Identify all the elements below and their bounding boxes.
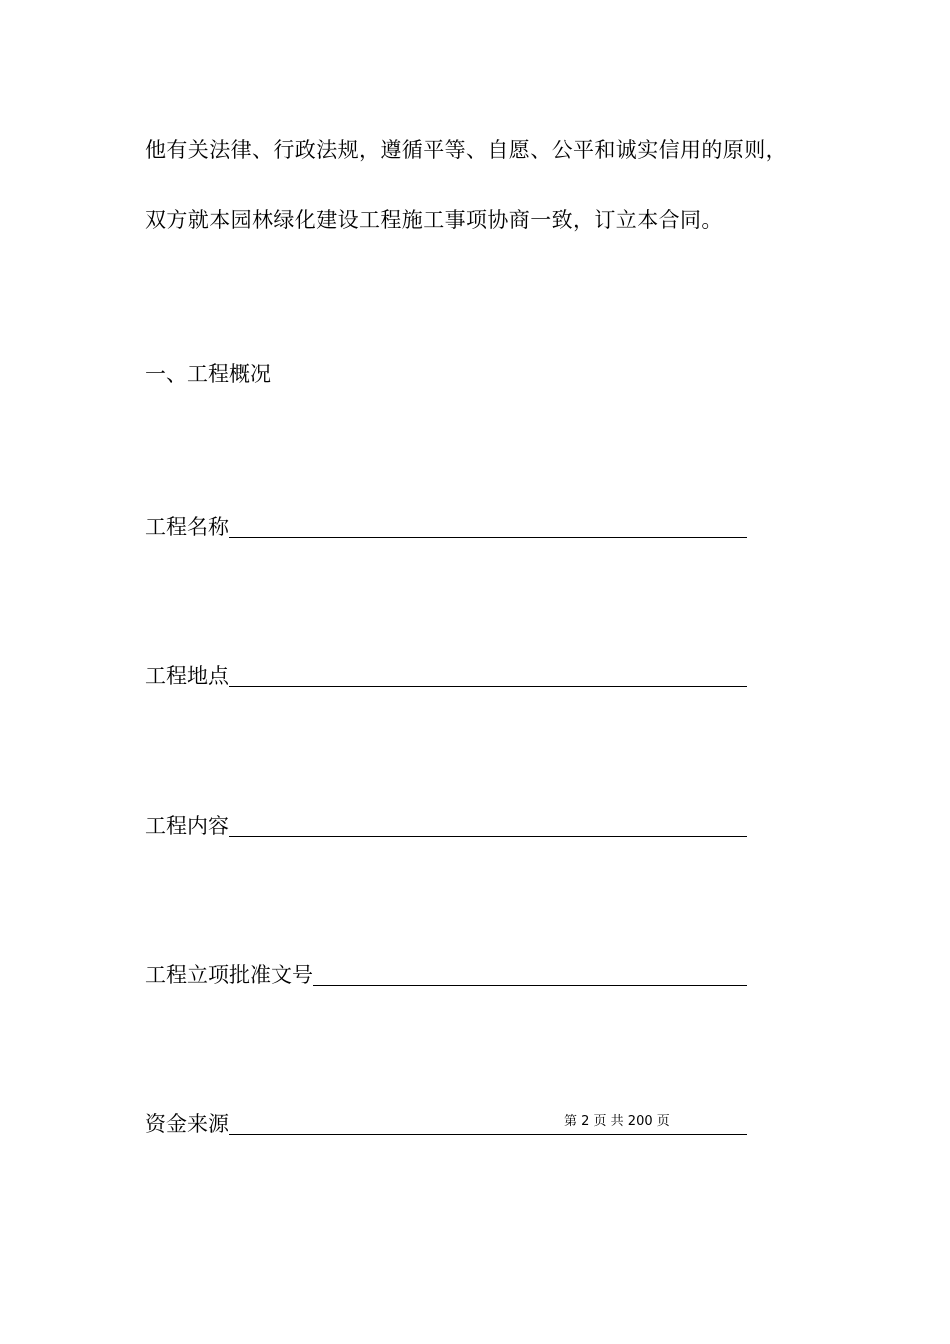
contract-paragraph-line-1: 他有关法律、行政法规，遵循平等、自愿、公平和诚实信用的原则， — [145, 138, 787, 162]
field-approval-number-label: 工程立项批准文号 — [145, 963, 313, 987]
field-approval-number-blank — [313, 959, 747, 986]
field-project-location — [145, 654, 747, 690]
field-approval-number — [145, 953, 747, 989]
field-project-name-blank — [229, 511, 747, 538]
page-number-footer: 第 2 页 共 200 页 — [564, 1114, 670, 1129]
field-project-content — [145, 804, 747, 840]
contract-paragraph-line-2: 双方就本园林绿化建设工程施工事项协商一致，订立本合同。 — [145, 208, 723, 232]
field-project-location-blank — [229, 660, 747, 687]
field-project-content-blank — [229, 810, 747, 837]
field-funding-source-label: 资金来源 — [145, 1112, 229, 1136]
section-heading-project-overview: 一、工程概况 — [145, 362, 271, 386]
field-project-name — [145, 505, 747, 541]
field-project-content-label: 工程内容 — [145, 814, 229, 838]
field-project-location-label: 工程地点 — [145, 664, 229, 688]
field-project-name-label: 工程名称 — [145, 515, 229, 539]
